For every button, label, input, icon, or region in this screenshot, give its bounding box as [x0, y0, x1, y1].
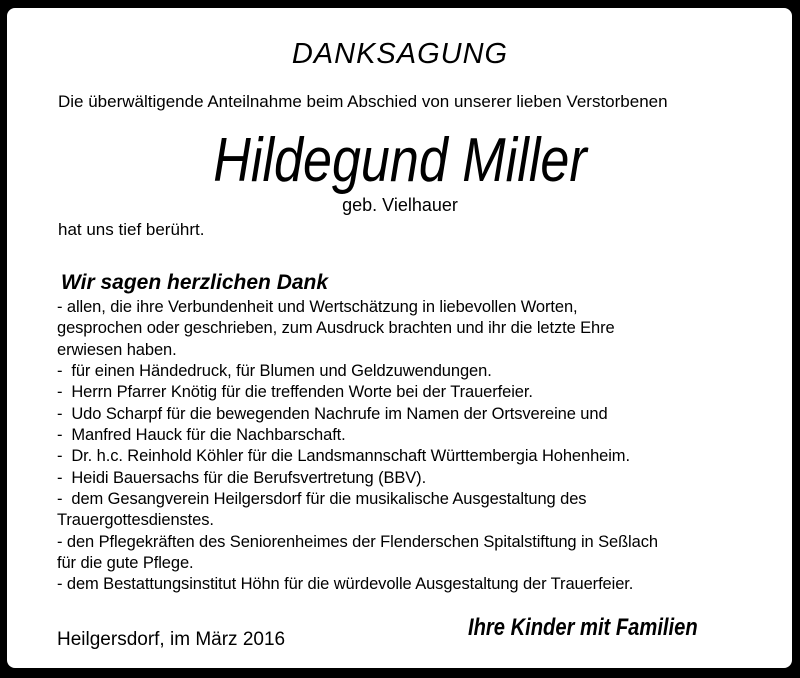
thanks-line: Trauergottesdienstes. — [57, 511, 214, 530]
thanks-line: erwiesen haben. — [57, 340, 177, 359]
thanks-line: - Udo Scharpf für die bewegenden Nachrufe im Namen der Ortsvereine und — [57, 404, 608, 423]
maiden-name: geb. Vielhauer — [342, 195, 458, 215]
thanks-line: gesprochen oder geschrieben, zum Ausdruck brachten und ihr die letzte Ehre — [57, 319, 615, 338]
thanks-line: - dem Gesangverein Heilgersdorf für die musikalische Ausgestaltung des — [57, 490, 587, 509]
thanks-line: - allen, die ihre Verbundenheit und Wertschätzung in liebevollen Worten, — [57, 298, 578, 316]
deceased-name: Hildegund Miller — [213, 126, 587, 195]
thanks-heading: Wir sagen herzlichen Dank — [61, 271, 329, 294]
thanks-line: - dem Bestattungsinstitut Höhn für die würdevolle Ausgestaltung der Trauerfeier. — [57, 575, 634, 594]
notice-title: DANKSAGUNG — [291, 38, 509, 70]
place-date: Heilgersdorf, im März 2016 — [57, 629, 286, 650]
signature-line: Ihre Kinder mit Familien — [468, 614, 698, 641]
thanks-line: - Heidi Bauersachs für die Berufsvertretung (BBV). — [57, 468, 427, 487]
thanks-line: - für einen Händedruck, für Blumen und Geldzuwendungen. — [57, 362, 492, 381]
thanks-line: - Dr. h.c. Reinhold Köhler für die Landsmannschaft Württembergia Hohenheim. — [57, 447, 630, 466]
thanks-line: - den Pflegekräften des Seniorenheimes der Flenderschen Spitalstiftung in Seßlach — [57, 532, 658, 551]
touched-line: hat uns tief berührt. — [58, 220, 205, 239]
intro-line: Die überwältigende Anteilnahme beim Abschied von unserer lieben Verstorbenen — [58, 92, 668, 111]
thanks-line: - Herrn Pfarrer Knötig für die treffenden Worte bei der Trauerfeier. — [57, 383, 533, 402]
thanks-list — [57, 297, 757, 596]
thanks-line: für die gute Pflege. — [57, 554, 194, 573]
thanks-line: - Manfred Hauck für die Nachbarschaft. — [57, 426, 346, 445]
